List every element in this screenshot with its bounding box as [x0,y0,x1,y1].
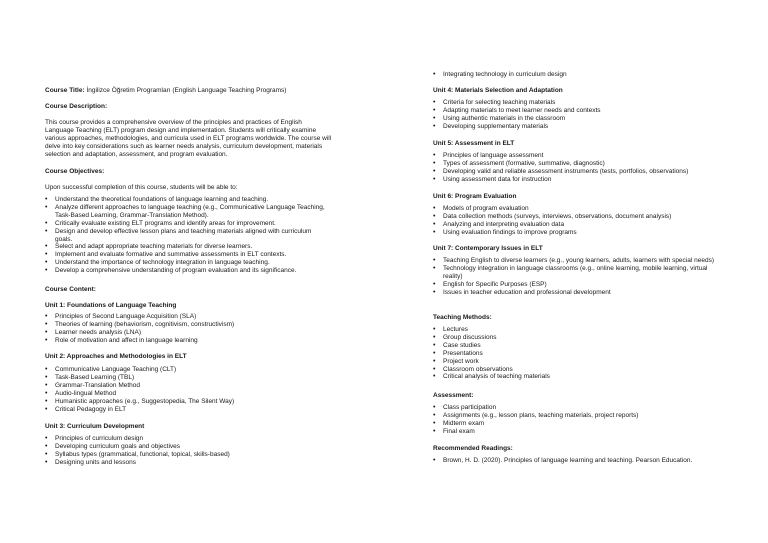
unit-2-item: • Communicative Language Teaching (CLT) [45,366,328,374]
unit-3-heading: Unit 3: Curriculum Development [45,423,145,430]
teaching-method-item: • Group discussions [433,334,723,342]
course-title-value: İngilizce Öğretim Programları (English Language Teaching Programs) [84,87,287,94]
course-description-text: This course provides a comprehensive overview of the principles and practices of English Language Teaching (ELT) program design and implementation. Students will critically examine various approaches, methodologies, and curricula used in ELT programs worldwide. The course will delve into key considerations such as learner needs analysis, curriculum development, materials selection and adaptation, assessment, and program evaluation. [45,119,332,158]
teaching-methods-heading: Teaching Methods: [433,314,492,321]
unit-5-heading: Unit 5: Assessment in ELT [433,140,515,147]
unit-4-item: • Developing supplementary materials [433,123,723,131]
unit-2-item: • Humanistic approaches (e.g., Suggestopedia, The Silent Way) [45,398,328,406]
course-objectives-intro: Upon successful completion of this course, students will be able to: [45,184,238,191]
unit-6-heading: Unit 6: Program Evaluation [433,193,517,200]
unit-7-list [433,257,723,297]
unit-6-item: • Analyzing and interpreting evaluation data [433,221,723,229]
unit-3-item: • Integrating technology in curriculum design [433,71,723,79]
assessment-item: • Class participation [433,404,723,412]
unit-7-item: • Teaching English to diverse learners (e.g., young learners, adults, learners with special needs) [433,257,723,265]
unit-2-heading: Unit 2: Approaches and Methodologies in ELT [45,353,187,360]
unit-5-item: • Principles of language assessment [433,152,723,160]
objective-item: • Select and adapt appropriate teaching materials for diverse learners. [45,243,328,251]
unit-2-list [45,366,328,413]
teaching-method-item: • Project work [433,358,723,366]
unit-3-item: • Principles of curriculum design [45,435,328,443]
unit-3-item: • Syllabus types (grammatical, functional, topical, skills-based) [45,451,328,459]
unit-4-heading: Unit 4: Materials Selection and Adaptation [433,87,563,94]
teaching-method-item: • Presentations [433,350,723,358]
assessment-heading: Assessment: [433,392,474,399]
objective-item: • Design and develop effective lesson plans and teaching materials aligned with curriculum goals. [45,228,328,244]
unit-5-item: • Using assessment data for instruction [433,176,723,184]
unit-4-item: • Adapting materials to meet learner needs and contexts [433,107,723,115]
unit-7-item: • Technology integration in language classrooms (e.g., online learning, mobile learning, virtual reality) [433,265,723,281]
unit-5-item: • Developing valid and reliable assessment instruments (tests, portfolios, observations) [433,168,723,176]
unit-1-list [45,313,328,345]
teaching-methods-list [433,326,723,381]
unit-6-item: • Models of program evaluation [433,205,723,213]
unit-4-item: • Criteria for selecting teaching materials [433,99,723,107]
teaching-method-item: • Lectures [433,326,723,334]
objective-item: • Implement and evaluate formative and summative assessments in ELT contexts. [45,251,328,259]
teaching-method-item: • Critical analysis of teaching materials [433,373,723,381]
unit-7-heading: Unit 7: Contemporary Issues in ELT [433,245,543,252]
assessment-item: • Final exam [433,428,723,436]
teaching-method-item: • Classroom observations [433,366,723,374]
unit-3-item: • Developing curriculum goals and objectives [45,443,328,451]
unit-2-item: • Grammar-Translation Method [45,382,328,390]
objective-item: • Critically evaluate existing ELT programs and identify areas for improvement. [45,220,328,228]
unit-5-list [433,152,723,184]
recommended-readings-list [433,457,723,465]
unit-1-item: • Learner needs analysis (LNA) [45,329,328,337]
unit-4-list [433,99,723,131]
teaching-method-item: • Case studies [433,342,723,350]
unit-1-item: • Principles of Second Language Acquisition (SLA) [45,313,328,321]
reading-item: • Brown, H. D. (2020). Principles of language learning and teaching. Pearson Education. [433,457,723,465]
course-title-label: Course Title: [45,87,85,94]
unit-1-item: • Role of motivation and affect in language learning [45,337,328,345]
assessment-item: • Midterm exam [433,420,723,428]
objective-item: • Understand the theoretical foundations of language learning and teaching. [45,196,328,204]
unit-6-item: • Data collection methods (surveys, interviews, observations, document analysis) [433,213,723,221]
unit-3-list [45,435,328,467]
unit-2-item: • Critical Pedagogy in ELT [45,406,328,414]
assessment-list [433,404,723,436]
unit-5-item: • Types of assessment (formative, summative, diagnostic) [433,160,723,168]
unit-4-item: • Using authentic materials in the classroom [433,115,723,123]
unit-7-item: • Issues in teacher education and professional development [433,289,723,297]
unit-2-item: • Audio-lingual Method [45,390,328,398]
unit-3-item: • Designing units and lessons [45,459,328,467]
recommended-readings-heading: Recommended Readings: [433,445,513,452]
assessment-item: • Assignments (e.g., lesson plans, teaching materials, project reports) [433,412,723,420]
course-objectives-heading: Course Objectives: [45,168,105,175]
course-title-line [45,87,330,95]
unit-1-heading: Unit 1: Foundations of Language Teaching [45,302,177,309]
course-description-heading: Course Description: [45,103,108,110]
unit-1-item: • Theories of learning (behaviorism, cognitivism, constructivism) [45,321,328,329]
unit-2-item: • Task-Based Learning (TBL) [45,374,328,382]
objective-item: • Develop a comprehensive understanding of program evaluation and its significance. [45,267,328,275]
course-content-heading: Course Content: [45,286,96,293]
unit-3-continued-list [433,71,723,79]
objectives-list [45,196,328,275]
objective-item: • Analyze different approaches to language teaching (e.g., Communicative Language Teaching, Task-Based Learning, Grammar-Translation Method). [45,204,328,220]
unit-7-item: • English for Specific Purposes (ESP) [433,281,723,289]
unit-6-item: • Using evaluation findings to improve programs [433,229,723,237]
objective-item: • Understand the importance of technology integration in language teaching. [45,259,328,267]
unit-6-list [433,205,723,237]
